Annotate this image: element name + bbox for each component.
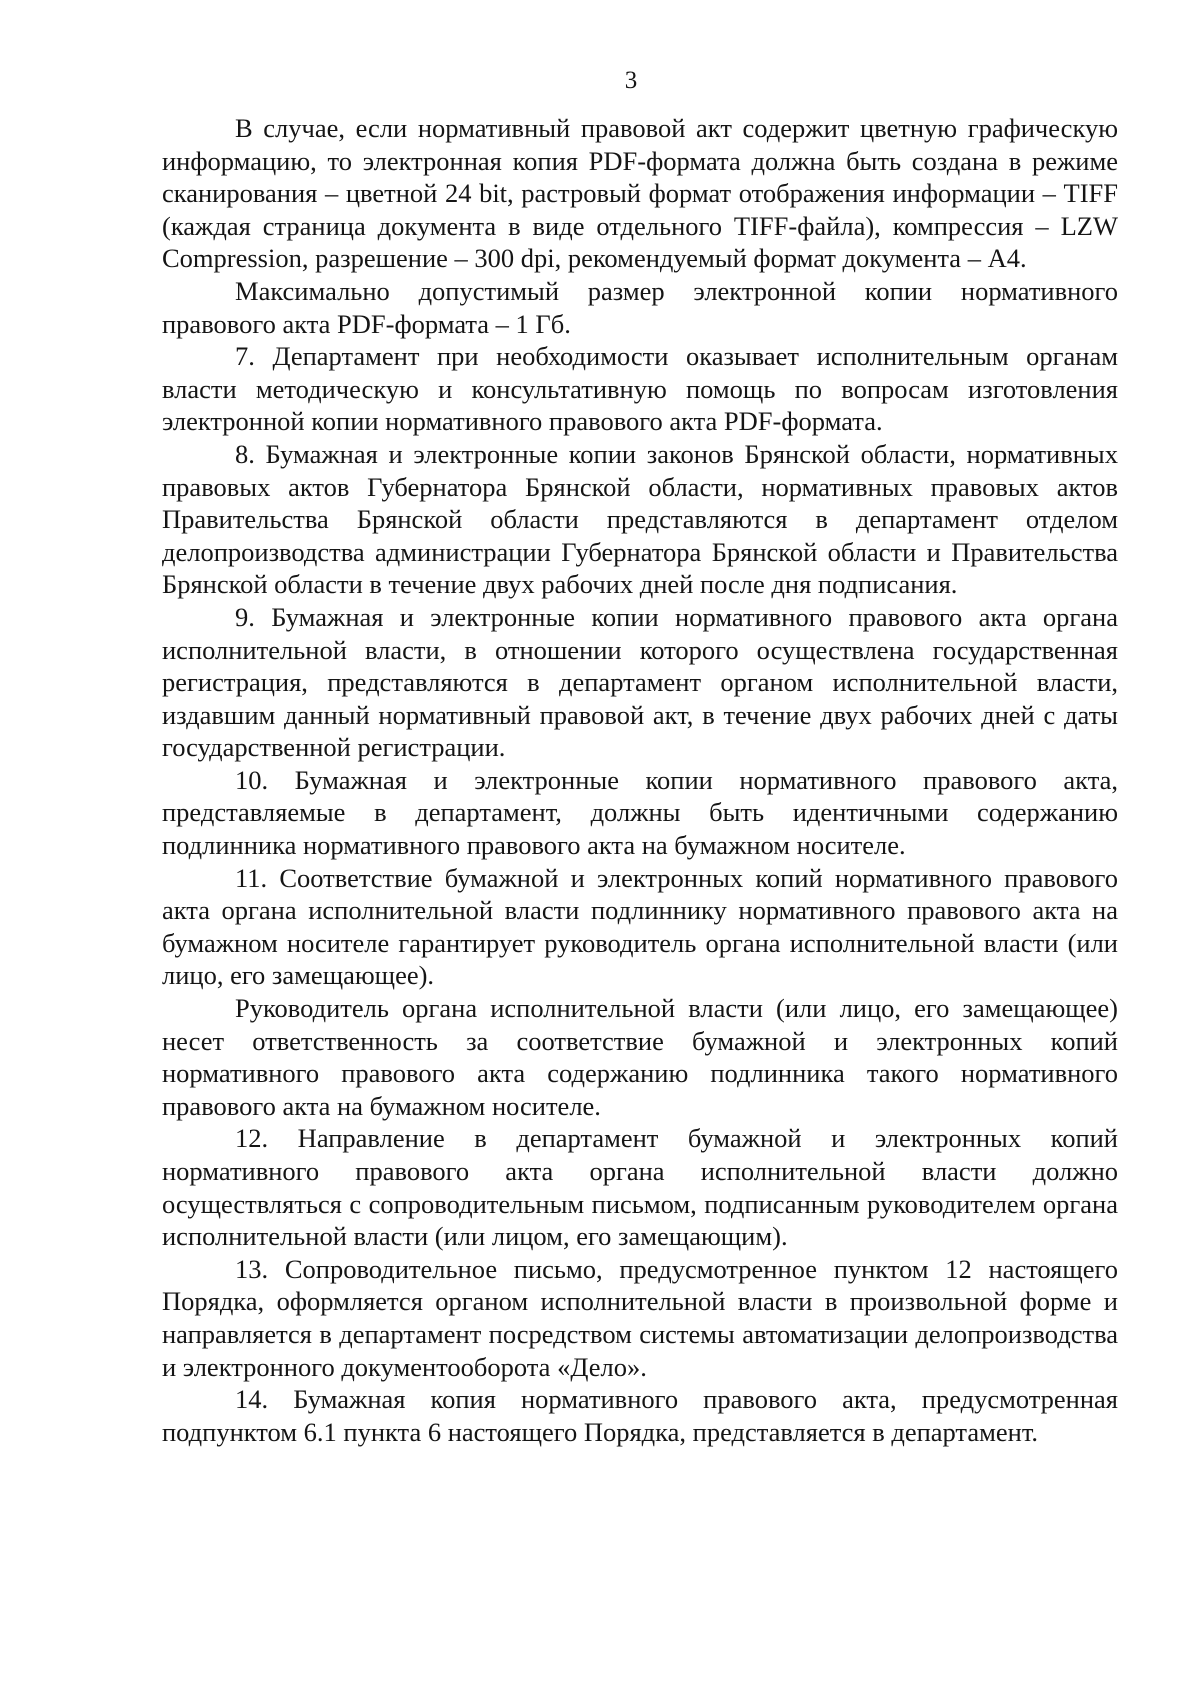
paragraph-item-7: 7. Департамент при необходимости оказывает исполнительным органам власти методическую и консультативную помощь по вопросам изготовления электронной копии нормативного правового акта PDF-формата. — [162, 341, 1118, 437]
paragraph-item-8: 8. Бумажная и электронные копии законов Брянской области, нормативных правовых актов Губернатора Брянской области, нормативных правовых актов Правительства Брянской области представляются в департамент отделом делопроизводства администрации Губернатора Брянской области и Правительства Брянской области в течение двух рабочих дней после дня подписания. — [162, 438, 1118, 600]
paragraph-max-file-size: Максимально допустимый размер электронной копии нормативного правового акта PDF-формата – 1 Гб. — [162, 275, 1118, 339]
paragraph-color-scan-requirements: В случае, если нормативный правовой акт содержит цветную графическую информацию, то электронная копия PDF-формата должна быть создана в режиме сканирования – цветной 24 bit, растровый формат отображения информации – TIFF (каждая страница документа в виде отдельного TIFF-файла), компрессия – LZW Compression, разрешение – 300 dpi, рекомендуемый формат документа – A4. — [162, 113, 1118, 274]
paragraph-item-14: 14. Бумажная копия нормативного правового акта, предусмотренная подпунктом 6.1 пункта 6 настоящего Порядка, представляется в департамент. — [162, 1384, 1118, 1447]
document-body — [162, 112, 1118, 1448]
paragraph-item-9: 9. Бумажная и электронные копии нормативного правового акта органа исполнительной власти, в отношении которого осуществлена государственная регистрация, представляются в департамент органом исполнительной власти, издавшим данный нормативный правовой акт, в течение двух рабочих дней с даты государственной регистрации. — [162, 601, 1118, 763]
paragraph-responsibility: Руководитель органа исполнительной власти (или лицо, его замещающее) несет ответственность за соответствие бумажной и электронных копий нормативного правового акта содержанию подлинника такого нормативного правового акта на бумажном носителе. — [162, 993, 1118, 1121]
paragraph-item-13: 13. Сопроводительное письмо, предусмотренное пунктом 12 настоящего Порядка, оформляется органом исполнительной власти в произвольной форме и направляется в департамент посредством системы автоматизации делопроизводства и электронного документооборота «Дело». — [162, 1253, 1118, 1382]
paragraph-item-12: 12. Направление в департамент бумажной и электронных копий нормативного правового акта органа исполнительной власти должно осуществляться с сопроводительным письмом, подписанным руководителем органа исполнительной власти (или лицом, его замещающим). — [162, 1123, 1118, 1252]
paragraph-item-10: 10. Бумажная и электронные копии нормативного правового акта, представляемые в департамент, должны быть идентичными содержанию подлинника нормативного правового акта на бумажном носителе. — [162, 764, 1118, 861]
paragraph-item-11: 11. Соответствие бумажной и электронных копий нормативного правового акта органа исполнительной власти подлиннику нормативного правового акта на бумажном носителе гарантирует руководитель органа исполнительной власти (или лицо, его замещающее). — [162, 862, 1118, 991]
page-number: 3 — [624, 67, 638, 94]
